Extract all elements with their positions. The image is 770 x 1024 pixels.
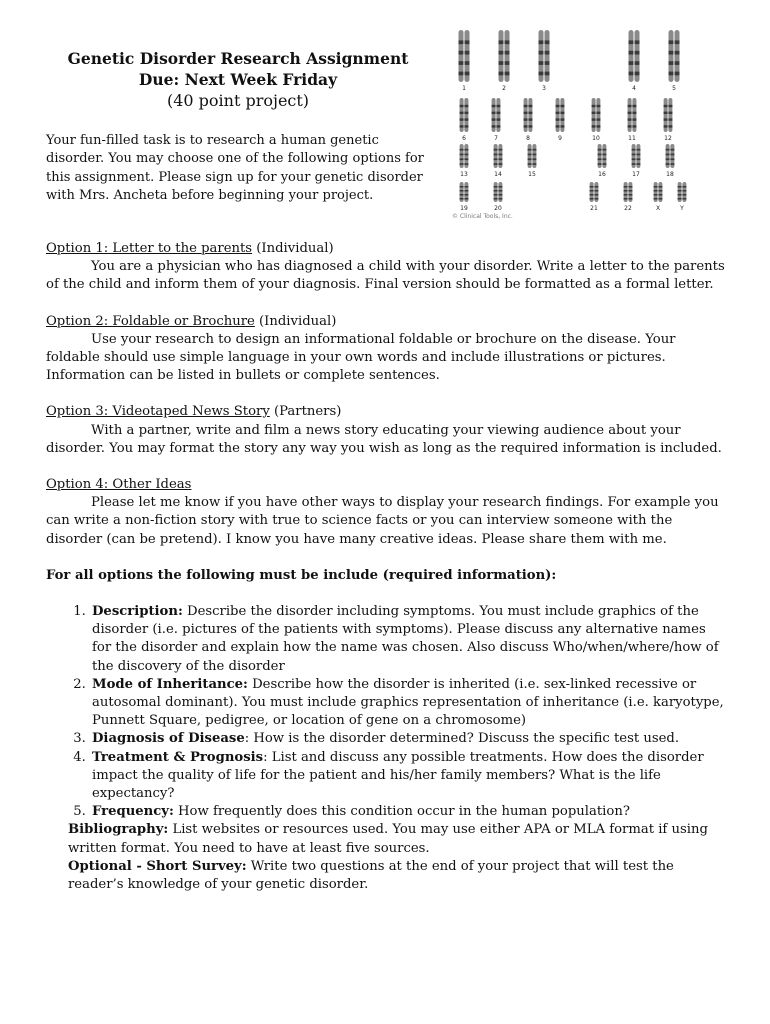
chromosome-icon: [524, 98, 533, 132]
chromosome-number: 2: [502, 85, 506, 92]
chromosome-number: 21: [590, 205, 598, 212]
requirement-item: [90, 803, 726, 821]
requirement-text: Describe the disorder including symptoms. You must include graphics of the disorder (i.e. pictures of the patients with symptoms). Please discuss any alternative names for the disorder and explain how the name was chosen. Also discuss Who/when/where/how of the discovery of the disorder: [92, 604, 719, 674]
chromosome-icon: [664, 98, 673, 132]
requirement-item: [90, 603, 726, 676]
option-mode: (Partners): [269, 404, 342, 420]
chromosome-number: 18: [666, 171, 674, 178]
karyotype-image: [446, 26, 700, 222]
assignment-title: Genetic Disorder Research Assignment: [67, 49, 409, 68]
bibliography-label: Bibliography:: [68, 822, 169, 838]
bibliography: [68, 821, 726, 857]
option-mode: (Individual): [254, 313, 337, 329]
option-description: With a partner, write and film a news story educating your viewing audience about your disorder. You may format the story any way you wish as long as the required information is included.: [46, 422, 722, 456]
requirements-list: [46, 603, 726, 821]
chromosome-icon: [492, 98, 501, 132]
requirement-label: Diagnosis of Disease: [92, 731, 245, 747]
option-description: Use your research to design an informational foldable or brochure on the disease. Your foldable should use simple language in your own words and include illustrations or pictures. Information can be listed in bullets or complete sentences.: [46, 331, 676, 384]
title-block: [46, 48, 430, 112]
chromosome-icon: [666, 144, 675, 168]
chromosome-icon: [528, 144, 537, 168]
requirements-heading: For all options the following must be include (required information):: [46, 567, 557, 583]
chromosome-number: 10: [592, 135, 600, 142]
chromosome-icon: [556, 98, 565, 132]
chromosome-icon: [669, 30, 680, 82]
chromosome-icon: [460, 98, 469, 132]
chromosome-icon: [494, 144, 503, 168]
option-description: You are a physician who has diagnosed a child with your disorder. Write a letter to the parents of the child and inform them of your diagnosis. Final version should be formatted as a formal letter.: [46, 259, 725, 293]
chromosome-number: 22: [624, 205, 632, 212]
chromosome-number: 4: [632, 85, 636, 92]
option-title: Option 4: Other Ideas: [46, 477, 192, 493]
chromosome-number: 17: [632, 171, 640, 178]
chromosome-icon: [629, 30, 640, 82]
chromosome-icon: [632, 144, 641, 168]
option-heading: [46, 476, 726, 494]
chromosome-number: 12: [664, 135, 672, 142]
chromosome-icon: [592, 98, 601, 132]
chromosome-number: 20: [494, 205, 502, 212]
short-survey-label: Optional - Short Survey:: [68, 858, 247, 874]
chromosome-number: 8: [526, 135, 530, 142]
chromosome-icon: [624, 182, 633, 202]
requirement-item: [90, 676, 726, 731]
option-heading: [46, 403, 726, 421]
chromosome-number: 11: [628, 135, 636, 142]
image-credit: © Clinical Tools, Inc.: [452, 213, 513, 220]
option-2: [46, 313, 726, 386]
chromosome-number: 15: [528, 171, 536, 178]
requirement-text: Describe how the disorder is inherited (i.e. sex-linked recessive or autosomal dominant). You must include graphics representation of inheritance (i.e. karyotype, Punnett Square, pedigree, or location of gene on a chromosome): [92, 676, 724, 729]
requirement-text: : How is the disorder determined? Discuss the specific test used.: [244, 731, 680, 747]
due-date: Due: Next Week Friday: [138, 70, 338, 89]
intro-paragraph: Your fun-filled task is to research a human genetic disorder. You may choose one of the following options for this assignment. Please sign up for your genetic disorder with Mrs. Ancheta before beginning your project.: [46, 133, 424, 204]
chromosome-number: 16: [598, 171, 606, 178]
chromosome-icon: [459, 30, 470, 82]
chromosome-icon: [460, 182, 469, 202]
chromosome-number: 19: [460, 205, 468, 212]
chromosome-icon: [654, 182, 663, 202]
chromosome-icon: [460, 144, 469, 168]
requirement-label: Frequency:: [92, 804, 174, 820]
option-mode: (Individual): [252, 241, 334, 256]
chromosome-icon: [494, 182, 503, 202]
short-survey: [68, 858, 726, 894]
option-heading: [46, 240, 726, 258]
chromosome-number: 5: [672, 85, 676, 92]
options-list: [46, 240, 726, 549]
option-4: [46, 476, 726, 549]
chromosome-number: 3: [542, 85, 546, 92]
option-1: [46, 240, 726, 295]
option-heading: [46, 313, 726, 331]
requirement-text: How frequently does this condition occur in the human population?: [173, 804, 630, 820]
option-title: Option 2: Foldable or Brochure: [46, 313, 255, 329]
option-3: [46, 403, 726, 458]
chromosome-number: X: [655, 205, 661, 212]
chromosome-number: Y: [680, 205, 684, 212]
chromosome-icon: [598, 144, 607, 168]
option-title: Option 3: Videotaped News Story: [46, 404, 270, 420]
bibliography-text: List websites or resources used. You may use either APA or MLA format if using written format. You need to have at least five sources.: [68, 822, 708, 856]
main-content: [46, 240, 726, 894]
requirement-label: Description:: [92, 604, 183, 620]
option-title: Option 1: Letter to the parents: [46, 241, 253, 256]
short-survey-text: Write two questions at the end of your project that will test the reader’s knowledge of your genetic disorder.: [68, 858, 674, 893]
requirement-item: [90, 749, 726, 804]
requirement-label: Mode of Inheritance:: [92, 676, 248, 692]
chromosome-icon: [539, 30, 550, 82]
requirement-item: [90, 730, 726, 748]
chromosome-number: 7: [494, 135, 498, 142]
point-value: (40 point project): [166, 91, 310, 110]
chromosome-icon: [628, 98, 637, 132]
chromosome-icon: [590, 182, 599, 202]
chromosome-number: 14: [494, 171, 502, 178]
requirement-text: : List and discuss any possible treatments. How does the disorder impact the quality of life for the patient and his/her family members? What is the life expectancy?: [92, 749, 704, 802]
chromosome-number: 1: [462, 85, 466, 92]
chromosome-number: 9: [558, 135, 562, 142]
chromosome-number: 13: [460, 171, 468, 178]
chromosome-icon: [499, 30, 510, 82]
option-description: Please let me know if you have other ways to display your research findings. For example you can write a non-fiction story with true to science facts or you can interview someone with the disorder (can be pretend). I know you have many creative ideas. Please share them with me.: [46, 495, 719, 547]
requirement-label: Treatment & Prognosis: [92, 749, 264, 765]
chromosome-number: 6: [462, 135, 466, 142]
chromosome-icon: [678, 182, 687, 202]
